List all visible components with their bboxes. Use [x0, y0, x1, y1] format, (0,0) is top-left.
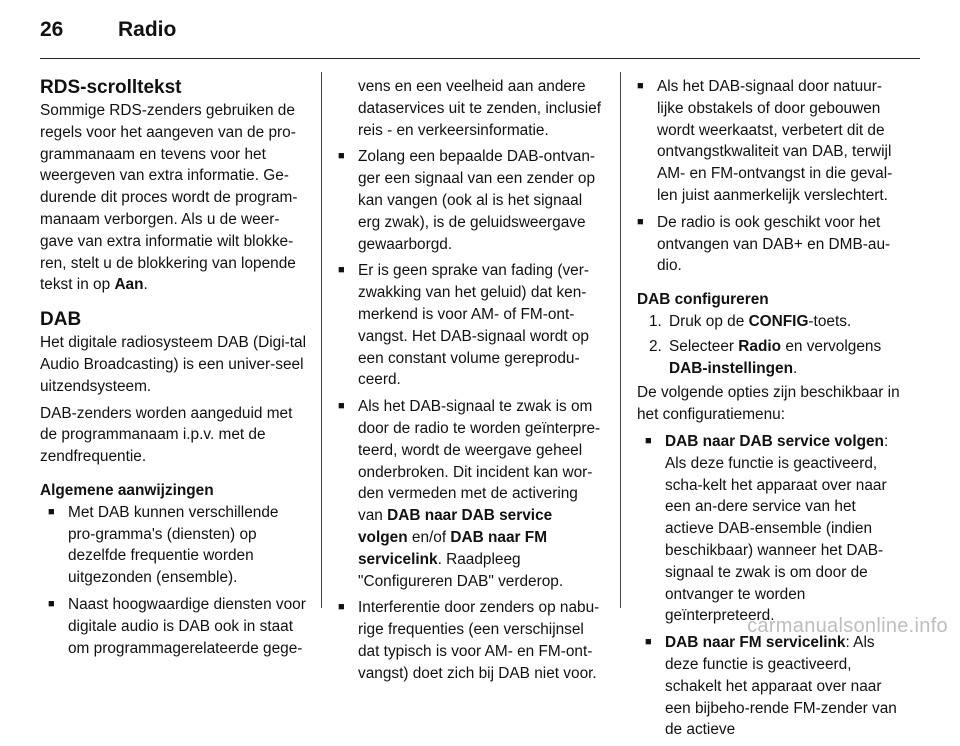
chapter-title: Radio — [118, 18, 177, 41]
step-item: 2. Selecteer Radio en vervolgens DAB-instellingen. — [649, 337, 882, 377]
dab-heading: DAB — [40, 309, 82, 331]
bullet-item: ■ Zolang een bepaalde DAB-ontvan-ger een signaal van een zender op kan vangen (ook al is het signaal erg zwak), is de geluidsweergave gewaarborgd. — [338, 146, 606, 255]
bullet-item: ■ Interferentie door zenders op nabu-rige frequenties (een verschijnsel dat typisch is voor AM- en FM-ont-vangst) doet zich bij DAB niet voor. — [338, 597, 606, 684]
step-item: 1. Druk op de CONFIG-toets. — [649, 312, 852, 330]
bullet-item: ■ Als het DAB-signaal te zwak is om door de radio te worden geïnterpre-teerd, wordt de weergave geheel onderbroken. Dit incident kan wor-den vermeden met de activering van DAB naar DAB service volgen en/of DAB naar FM servicelink. Raadpleeg "Configureren DAB" verderop. — [338, 396, 606, 592]
dab-paragraph-2: DAB-zenders worden aangeduid met de programmanaam i.p.v. met de zendfrequentie. — [40, 404, 293, 466]
continued-text: vens en een veelheid aan andere dataservices uit te zenden, inclusief reis - en verkeersinformatie. — [358, 78, 601, 139]
bullet-item: ■ Er is geen sprake van fading (ver-zwakking van het geluid) dat ken-merkend is voor AM- of FM-ont-vangst. Het DAB-signaal wordt op een constant volume gereprodu-ceerd. — [338, 260, 606, 391]
watermark: carmanualsonline.info — [747, 615, 948, 637]
aan-term: Aan — [114, 276, 144, 294]
bullet-item: ■ De radio is ook geschikt voor het ontvangen van DAB+ en DMB-au-dio. — [637, 212, 907, 277]
column-divider-2 — [620, 72, 621, 608]
rds-heading: RDS-scrolltekst — [40, 77, 182, 98]
option-item: ■ DAB naar FM servicelink: Als deze functie is geactiveerd, schakelt het apparaat over naar een bijbeho-rende FM-zender van de actieve — [645, 632, 907, 741]
rds-paragraph: Sommige RDS-zenders gebruiken de regels voor het aangeven van de pro-grammanaam en tevens voor het weergeven van extra informatie. Ge-durende dit proces wordt de program-manaam verborgen. Als u de weer-gave van extra informatie wilt blokke-ren, stelt u de blokkering van lopende tekst in op Aan. — [40, 102, 298, 294]
column-3 — [637, 76, 907, 746]
column-2 — [338, 76, 606, 690]
bullet-item: ■ Met DAB kunnen verschillende pro-gramma's (diensten) op dezelfde frequentie worden uitgezonden (ensemble). — [48, 502, 308, 589]
column-divider-1 — [321, 72, 322, 608]
general-notes-heading: Algemene aanwijzingen — [40, 481, 214, 499]
column-1 — [40, 76, 308, 664]
page-number: 26 — [40, 18, 64, 41]
header-rule — [40, 58, 920, 59]
option-item: ■ DAB naar DAB service volgen: Als deze functie is geactiveerd, scha-kelt het apparaat over naar een an-dere service van het actieve DAB-ensemble (indien beschikbaar) wanneer het DAB-signaal te zwak is om door de ontvanger te worden geïnterpreteerd. — [645, 431, 907, 627]
dab-paragraph-1: Het digitale radiosysteem DAB (Digi-tal Audio Broadcasting) is een univer-seel uitzendsysteem. — [40, 334, 307, 395]
options-intro: De volgende opties zijn beschikbaar in het configuratiemenu: — [637, 384, 900, 424]
bullet-item: ■ Als het DAB-signaal door natuur-lijke obstakels of door gebouwen wordt weerkaatst, verbetert dit de ontvangstkwaliteit van DAB, terwijl AM- en FM-ontvangst in die geval-len juist aanmerkelijk verslechtert. — [637, 76, 907, 207]
bullet-item: ■ Naast hoogwaardige diensten voor digitale audio is DAB ook in staat om programmagerelateerde gege- — [48, 594, 308, 659]
page-header — [40, 18, 176, 48]
dab-config-heading: DAB configureren — [637, 291, 769, 309]
